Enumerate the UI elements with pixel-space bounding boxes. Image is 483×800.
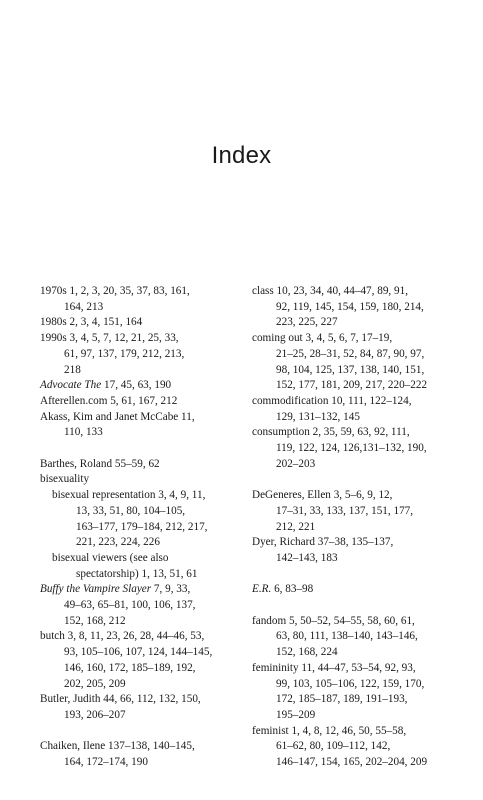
- index-pages: 7, 9, 33,: [151, 583, 191, 596]
- index-entry: [252, 661, 452, 724]
- index-line: 93, 105–106, 107, 124, 144–145,: [64, 646, 213, 659]
- index-term-italic: E.R.: [252, 583, 272, 596]
- index-line: 99, 103, 105–106, 122, 159, 170,: [276, 677, 425, 690]
- index-line: [40, 378, 240, 394]
- index-line: 172, 185–187, 189, 191–193,: [276, 693, 408, 706]
- index-entry: [40, 394, 240, 410]
- index-line: 218: [64, 363, 81, 376]
- index-entry: [252, 331, 452, 394]
- index-subentry: [40, 488, 240, 551]
- index-line: [40, 582, 240, 598]
- index-line: fandom 5, 50–52, 54–55, 58, 60, 61,: [252, 614, 415, 627]
- index-entry: [40, 472, 240, 488]
- index-column-left: [40, 284, 240, 771]
- index-line: 21–25, 28–31, 52, 84, 87, 90, 97,: [276, 347, 425, 360]
- index-line: 152, 177, 181, 209, 217, 220–222: [276, 379, 428, 392]
- index-line: 1970s 1, 2, 3, 20, 35, 37, 83, 161,: [40, 285, 190, 297]
- index-line: bisexual viewers (see also: [52, 551, 169, 564]
- index-pages: 6, 83–98: [271, 583, 314, 596]
- index-line: Chaiken, Ilene 137–138, 140–145,: [40, 740, 195, 753]
- index-letter-gap: [40, 441, 240, 457]
- index-letter-gap: [40, 724, 240, 740]
- index-line: 13, 33, 51, 80, 104–105,: [76, 504, 186, 517]
- index-line: 92, 119, 145, 154, 159, 180, 214,: [276, 300, 424, 313]
- index-subentry: [40, 551, 240, 582]
- index-line: class 10, 23, 34, 40, 44–47, 89, 91,: [252, 285, 408, 297]
- index-line: 146–147, 154, 165, 202–204, 209: [276, 756, 428, 769]
- index-line: 17–31, 33, 133, 137, 151, 177,: [276, 504, 414, 517]
- index-entry: [252, 582, 452, 598]
- index-line: Akass, Kim and Janet McCabe 11,: [40, 410, 195, 423]
- index-entry: [40, 378, 240, 394]
- index-line: 202–203: [276, 457, 316, 470]
- index-entry: [40, 284, 240, 315]
- index-letter-gap: [252, 472, 452, 488]
- index-line: 119, 122, 124, 126,131–132, 190,: [276, 442, 427, 455]
- index-line: 129, 131–132, 145: [276, 410, 360, 423]
- index-entry: [40, 331, 240, 378]
- index-line: 152, 168, 224: [276, 646, 338, 659]
- index-entry: [252, 724, 452, 771]
- index-line: 49–63, 65–81, 100, 106, 137,: [64, 599, 196, 612]
- index-entry: [252, 425, 452, 472]
- index-entry: [252, 284, 452, 331]
- index-line: Dyer, Richard 37–38, 135–137,: [252, 536, 394, 549]
- index-line: 223, 225, 227: [276, 316, 338, 329]
- index-line: bisexuality: [40, 473, 90, 486]
- index-line: Butler, Judith 44, 66, 112, 132, 150,: [40, 693, 201, 706]
- index-term-italic: Buffy the Vampire Slayer: [40, 583, 152, 596]
- index-line: 221, 223, 224, 226: [76, 536, 160, 549]
- index-entry: [252, 614, 452, 661]
- index-entry: [252, 535, 452, 566]
- index-term-italic: Advocate The: [40, 379, 102, 392]
- index-entry: [40, 692, 240, 723]
- index-entry: [40, 457, 240, 473]
- index-entry: [40, 315, 240, 331]
- index-line: 212, 221: [276, 520, 316, 533]
- index-line: 202, 205, 209: [64, 677, 126, 690]
- index-line: [252, 582, 452, 598]
- index-line: 195–209: [276, 708, 316, 721]
- index-entry: [40, 629, 240, 692]
- index-line: 146, 160, 172, 185–189, 192,: [64, 661, 196, 674]
- index-entry: [40, 739, 240, 770]
- index-line: 164, 213: [64, 300, 104, 313]
- index-line: 164, 172–174, 190: [64, 756, 148, 769]
- index-line: commodification 10, 111, 122–124,: [252, 394, 412, 407]
- index-line: feminist 1, 4, 8, 12, 46, 50, 55–58,: [252, 724, 407, 737]
- index-line: 1990s 3, 4, 5, 7, 12, 21, 25, 33,: [40, 332, 179, 345]
- index-line: DeGeneres, Ellen 3, 5–6, 9, 12,: [252, 489, 393, 502]
- index-column-right: [252, 284, 452, 771]
- index-line: spectatorship) 1, 13, 51, 61: [76, 567, 198, 580]
- index-line: 152, 168, 212: [64, 614, 126, 627]
- index-line: coming out 3, 4, 5, 6, 7, 17–19,: [252, 332, 393, 345]
- index-letter-gap: [252, 598, 452, 614]
- index-line: Barthes, Roland 55–59, 62: [40, 457, 160, 470]
- index-entry: [252, 394, 452, 425]
- index-line: 193, 206–207: [64, 708, 126, 721]
- index-line: 61–62, 80, 109–112, 142,: [276, 740, 391, 753]
- page-title: Index: [211, 142, 272, 169]
- index-line: 63, 80, 111, 138–140, 143–146,: [276, 630, 418, 643]
- index-line: 163–177, 179–184, 212, 217,: [76, 520, 208, 533]
- index-line: consumption 2, 35, 59, 63, 92, 111,: [252, 426, 410, 439]
- index-entry: [40, 410, 240, 441]
- index-line: bisexual representation 3, 4, 9, 11,: [52, 489, 206, 502]
- index-entry: [252, 488, 452, 535]
- index-line: 110, 133: [64, 426, 103, 439]
- index-line: 61, 97, 137, 179, 212, 213,: [64, 347, 185, 360]
- index-line: 142–143, 183: [276, 551, 338, 564]
- index-line: butch 3, 8, 11, 23, 26, 28, 44–46, 53,: [40, 630, 205, 643]
- index-line: 1980s 2, 3, 4, 151, 164: [40, 316, 143, 329]
- index-line: Afterellen.com 5, 61, 167, 212: [40, 394, 178, 407]
- index-line: femininity 11, 44–47, 53–54, 92, 93,: [252, 661, 416, 674]
- index-letter-gap: [252, 567, 452, 583]
- index-entry: [40, 582, 240, 629]
- index-pages: 17, 45, 63, 190: [101, 379, 172, 392]
- index-line: 98, 104, 125, 137, 138, 140, 151,: [276, 363, 425, 376]
